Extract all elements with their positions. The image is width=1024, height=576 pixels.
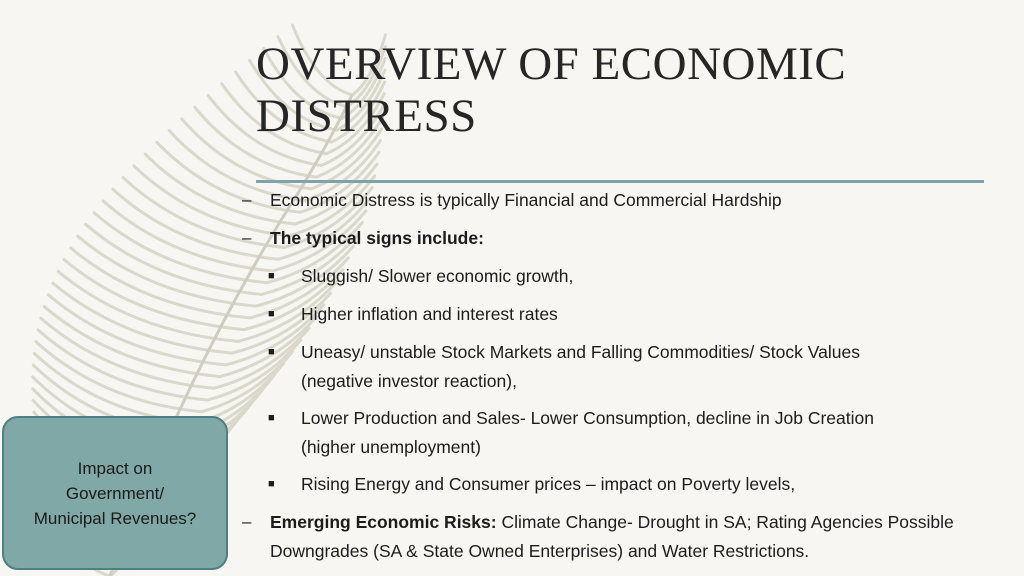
page-title [256,38,976,142]
bullet-text: The typical signs include: [270,228,484,248]
bullet-text-line-2: Downgrades (SA & State Owned Enterprises) and Water Restrictions. [270,540,810,561]
impact-line-1: Impact on [77,458,153,478]
bullet-text-line-2: (higher unemployment) [301,436,481,457]
square-bullet-icon: ■ [268,412,275,424]
impact-line-3: Municipal Revenues? [33,508,197,528]
square-bullet-icon: ■ [268,346,275,358]
bullet-text: Higher inflation and interest rates [301,304,558,324]
dash-marker: – [242,228,252,247]
square-bullet-icon: ■ [268,478,275,490]
impact-callout-box [2,416,228,570]
title-line-2: DISTRESS [256,90,477,142]
title-divider [256,180,984,183]
title-line-1: OVERVIEW OF ECONOMIC [256,38,847,90]
bullet-text [270,508,1000,565]
bullet-text-line-1-rest: Climate Change- Drought in SA; Rating Agencies Possible [496,512,954,532]
bullet-text-line-1: Lower Production and Sales- Lower Consumption, decline in Job Creation [301,408,874,428]
bullet-text-line-2: (negative investor reaction), [301,370,517,391]
impact-line-2: Government/ [65,483,165,503]
bullet-text: Economic Distress is typically Financial and Commercial Hardship [270,190,782,210]
bullet-text: Rising Energy and Consumer prices – impact on Poverty levels, [301,474,796,494]
square-bullet-icon: ■ [268,270,275,282]
dash-marker: – [242,512,252,531]
bullet-text [301,338,941,395]
square-bullet-icon: ■ [268,308,275,320]
impact-callout-text [34,456,197,531]
bullet-text [301,404,941,461]
bullet-bold-lead: Emerging Economic Risks: [270,512,497,532]
bullet-text-line-1: Uneasy/ unstable Stock Markets and Falling Commodities/ Stock Values [301,342,860,362]
bullet-text: Sluggish/ Slower economic growth, [301,266,574,286]
dash-marker: – [242,190,252,209]
